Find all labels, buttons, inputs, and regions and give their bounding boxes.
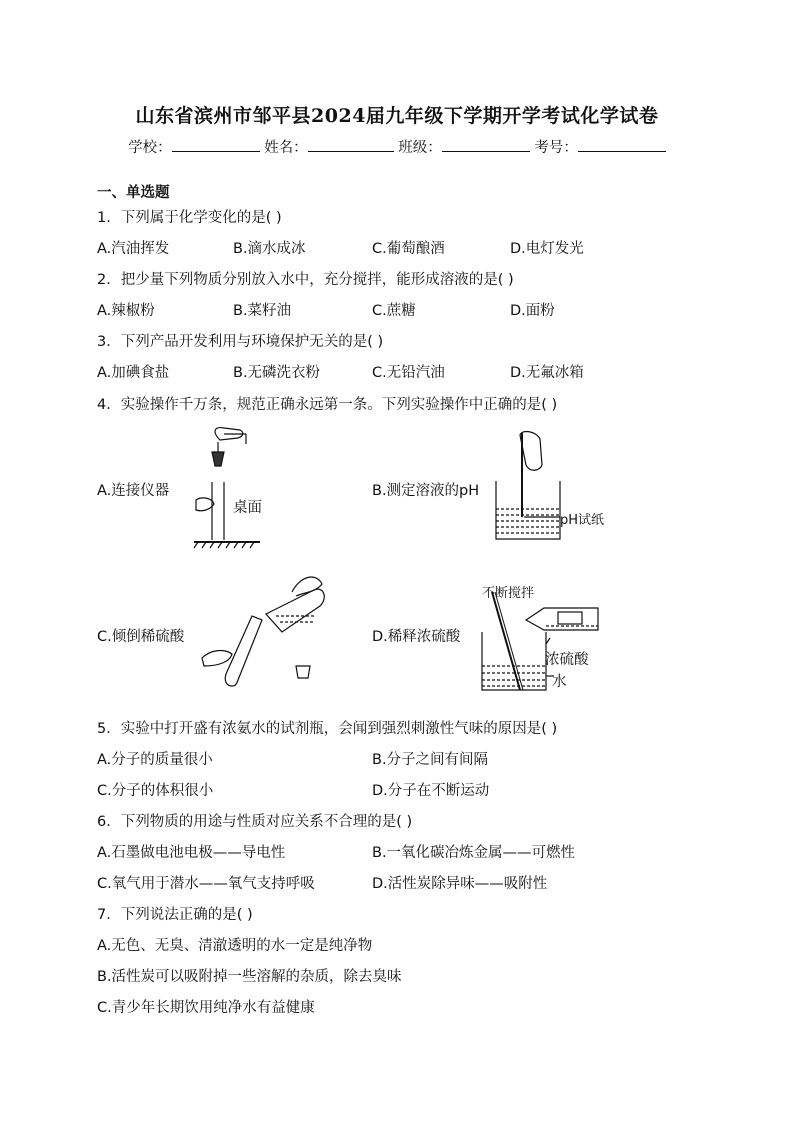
acid-label: 浓硫酸 [545, 652, 589, 668]
section-heading: 一、单选题 [97, 185, 170, 201]
name-label: 姓名： [264, 140, 308, 156]
q4-option-c[interactable]: C.倾倒稀硫酸 [97, 629, 185, 645]
hand-bottle-icon [292, 577, 322, 596]
q7-option-a[interactable]: A.无色、无臭、清澈透明的水一定是纯净物 [97, 938, 373, 954]
stopper-icon [212, 452, 224, 466]
figure-dilute-acid [474, 586, 624, 696]
test-tube-icon [225, 616, 262, 686]
q3-option-d[interactable]: D.无氟冰箱 [510, 365, 584, 381]
q7-option-c[interactable]: C.青少年长期饮用纯净水有益健康 [97, 1000, 315, 1016]
q1-option-a[interactable]: A.汽油挥发 [97, 241, 170, 257]
exam-title: 山东省滨州市邹平县2024届九年级下学期开学考试化学试卷 [135, 105, 659, 127]
question-5-stem: 5．实验中打开盛有浓氨水的试剂瓶，会闻到强烈刺激性气味的原因是( ) [97, 721, 558, 737]
hand-tube-icon [202, 651, 232, 666]
question-1-stem: 1．下列属于化学变化的是( ) [97, 210, 282, 226]
q6-option-c[interactable]: C.氧气用于潜水——氧气支持呼吸 [97, 876, 315, 892]
q5-option-d[interactable]: D.分子在不断运动 [372, 783, 490, 799]
q5-option-b[interactable]: B.分子之间有间隔 [372, 752, 489, 768]
q3-option-c[interactable]: C.无铅汽油 [372, 365, 445, 381]
acid-bottle-icon [526, 608, 598, 630]
question-3-stem: 3．下列产品开发利用与环境保护无关的是( ) [97, 334, 384, 350]
stir-label: 不断搅拌 [482, 586, 535, 601]
figure-measure-ph [490, 425, 570, 545]
q1-option-b[interactable]: B.滴水成冰 [233, 241, 306, 257]
q2-option-d[interactable]: D.面粉 [510, 303, 555, 319]
ph-paper-label: pH试纸 [560, 513, 605, 528]
q5-option-c[interactable]: C.分子的体积很小 [97, 783, 214, 799]
reagent-bottle-icon [266, 589, 324, 632]
hand-side-icon [196, 498, 214, 511]
q1-option-d[interactable]: D.电灯发光 [510, 241, 584, 257]
school-blank[interactable] [172, 137, 260, 152]
q3-option-b[interactable]: B.无磷洗衣粉 [233, 365, 321, 381]
number-blank[interactable] [578, 137, 666, 152]
question-6-stem: 6．下列物质的用途与性质对应关系不合理的是( ) [97, 814, 413, 830]
q3-option-a[interactable]: A.加碘食盐 [97, 365, 170, 381]
class-blank[interactable] [442, 137, 530, 152]
figure-pour-acid [196, 562, 336, 692]
water-label: 水 [552, 674, 567, 690]
q1-option-c[interactable]: C.葡萄酿酒 [372, 241, 445, 257]
question-4-stem: 4．实验操作千万条，规范正确永远第一条。下列实验操作中正确的是( ) [97, 397, 558, 413]
number-label: 考号： [534, 140, 578, 156]
q2-option-a[interactable]: A.辣椒粉 [97, 303, 155, 319]
q2-option-b[interactable]: B.菜籽油 [233, 303, 292, 319]
q2-option-c[interactable]: C.蔗糖 [372, 303, 416, 319]
name-blank[interactable] [308, 137, 394, 152]
q4-option-d[interactable]: D.稀释浓硫酸 [372, 629, 461, 645]
q6-option-d[interactable]: D.活性炭除异味——吸附性 [372, 876, 548, 892]
hand-icon [520, 432, 542, 471]
question-7-stem: 7．下列说法正确的是( ) [97, 907, 253, 923]
class-label: 班级： [398, 140, 442, 156]
q5-option-a[interactable]: A.分子的质量很小 [97, 752, 213, 768]
student-info-line [0, 136, 794, 157]
desk-label: 桌面 [233, 500, 262, 516]
question-2-stem: 2．把少量下列物质分别放入水中，充分搅拌，能形成溶液的是( ) [97, 272, 514, 288]
stopper-on-table-icon [296, 666, 310, 678]
school-label: 学校： [128, 140, 172, 156]
figure-connect-apparatus [190, 420, 270, 550]
q4-option-b[interactable]: B.测定溶液的pH [372, 483, 480, 499]
q7-option-b[interactable]: B.活性炭可以吸附掉一些溶解的杂质，除去臭味 [97, 969, 402, 985]
q6-option-a[interactable]: A.石墨做电池电极——导电性 [97, 845, 286, 861]
q6-option-b[interactable]: B.一氧化碳冶炼金属——可燃性 [372, 845, 576, 861]
glass-rod-icon [492, 592, 520, 690]
q4-option-a[interactable]: A.连接仪器 [97, 483, 170, 499]
